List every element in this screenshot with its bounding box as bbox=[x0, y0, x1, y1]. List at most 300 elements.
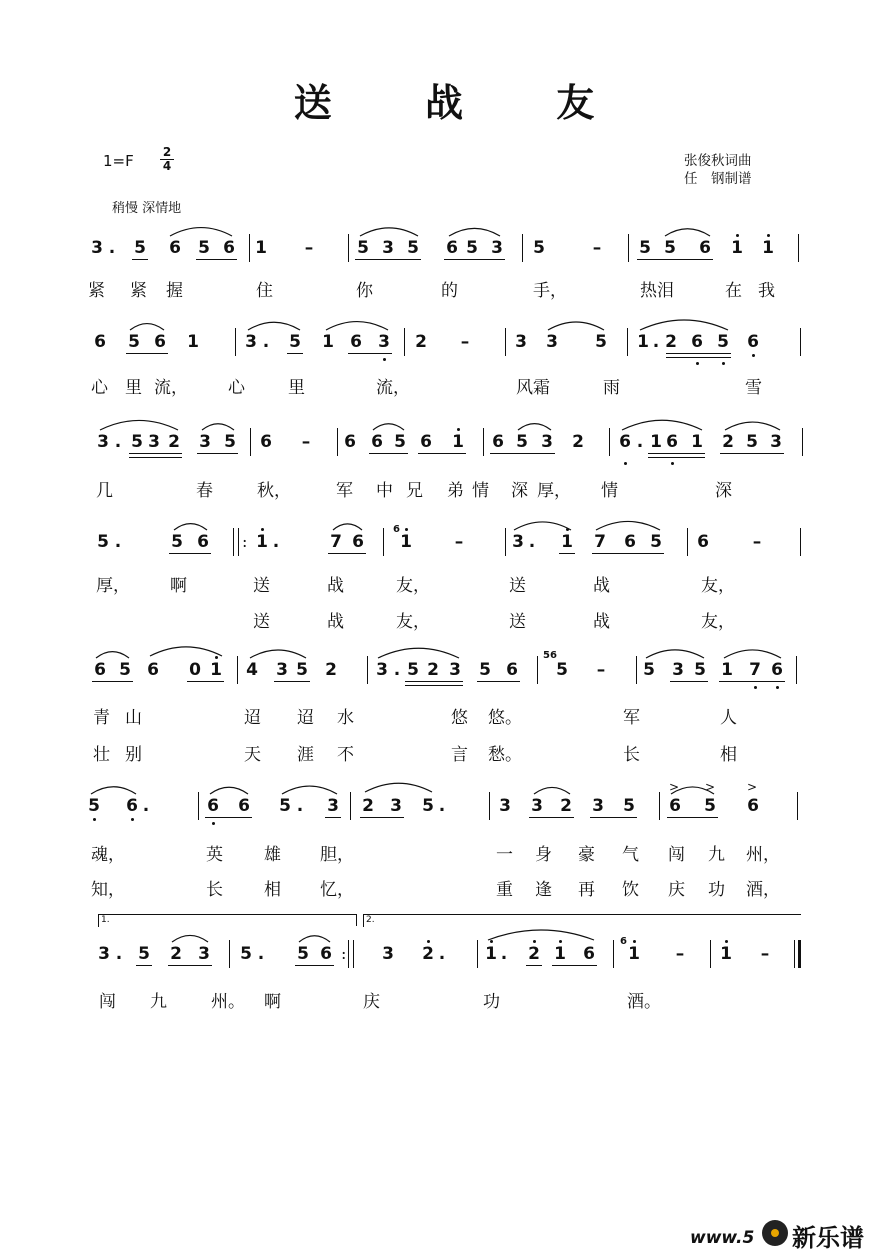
lyric-syllable: 涯 bbox=[297, 745, 314, 765]
note: . bbox=[272, 532, 280, 552]
lyric-syllable: 流， bbox=[154, 378, 188, 398]
note: 5 bbox=[407, 660, 419, 680]
note: 5 bbox=[704, 796, 716, 816]
note: 6 bbox=[583, 944, 595, 964]
lyric-syllable: 热泪 bbox=[640, 281, 674, 301]
barline bbox=[796, 656, 797, 684]
note: 6 bbox=[619, 432, 631, 452]
underline bbox=[169, 553, 211, 554]
lyric-syllable: 九 bbox=[150, 992, 167, 1012]
note: 6 bbox=[344, 432, 356, 452]
lyric-syllable: 情 bbox=[472, 481, 489, 501]
footer-brand: 新乐谱 bbox=[792, 1224, 864, 1252]
barline bbox=[505, 528, 506, 556]
note: 5 bbox=[746, 432, 758, 452]
barline bbox=[353, 940, 354, 968]
note: . bbox=[114, 432, 122, 452]
note: 3 bbox=[672, 660, 684, 680]
lyric-syllable: 战 bbox=[593, 576, 610, 596]
slur bbox=[724, 650, 781, 658]
lyric-syllable: 庆 bbox=[668, 880, 685, 900]
barline bbox=[235, 328, 236, 356]
underline bbox=[670, 681, 708, 682]
lyric-syllable: 悠 bbox=[451, 708, 468, 728]
note: . bbox=[262, 332, 270, 352]
barline bbox=[687, 528, 688, 556]
note: 2 bbox=[422, 944, 434, 964]
note: 1 bbox=[720, 944, 732, 964]
lyric-syllable: 雄 bbox=[264, 845, 281, 865]
slur bbox=[665, 229, 710, 236]
barline bbox=[249, 234, 250, 262]
note: 1 bbox=[628, 944, 640, 964]
slur bbox=[548, 322, 604, 330]
note: 6 bbox=[699, 238, 711, 258]
underline bbox=[477, 681, 520, 682]
note: 3 bbox=[327, 796, 339, 816]
repeat-dots: : bbox=[341, 944, 347, 963]
note: 6 bbox=[420, 432, 432, 452]
lyric-syllable: 重 bbox=[496, 880, 513, 900]
note: – bbox=[304, 238, 314, 258]
note: – bbox=[301, 432, 311, 452]
note: 6 bbox=[94, 660, 106, 680]
barline bbox=[383, 528, 384, 556]
barline bbox=[659, 792, 660, 820]
lyric-syllable: 情 bbox=[601, 481, 618, 501]
credits bbox=[684, 152, 752, 188]
note: 6 bbox=[352, 532, 364, 552]
underline bbox=[369, 453, 408, 454]
note: – bbox=[454, 532, 464, 552]
note: 2 bbox=[325, 660, 337, 680]
lyric-syllable: 庆 bbox=[363, 992, 380, 1012]
volta-first-label: 1. bbox=[101, 915, 110, 925]
underline bbox=[444, 259, 505, 260]
note: 3 bbox=[390, 796, 402, 816]
barline bbox=[628, 234, 629, 262]
note: . bbox=[114, 532, 122, 552]
note: – bbox=[596, 660, 606, 680]
octave-dot-high bbox=[633, 940, 636, 943]
note: 3 bbox=[97, 432, 109, 452]
note: 2 bbox=[528, 944, 540, 964]
slur bbox=[326, 322, 388, 330]
underline bbox=[129, 457, 182, 458]
barline bbox=[636, 656, 637, 684]
note: . bbox=[528, 532, 536, 552]
underline bbox=[590, 817, 637, 818]
lyric-syllable: 功 bbox=[708, 880, 725, 900]
lyric-syllable: 九 bbox=[708, 845, 725, 865]
note: 5 bbox=[643, 660, 655, 680]
slur bbox=[514, 522, 571, 530]
note: . bbox=[296, 796, 304, 816]
underline bbox=[592, 553, 664, 554]
barline bbox=[483, 428, 484, 456]
note: 5 bbox=[694, 660, 706, 680]
lyric-syllable: 言 bbox=[451, 745, 468, 765]
note: 6 bbox=[666, 432, 678, 452]
lyric-syllable: 迢 bbox=[297, 708, 314, 728]
credit-composer: 张俊秋词曲 bbox=[684, 153, 752, 169]
lyric-syllable: 闯 bbox=[99, 992, 116, 1012]
lyric-syllable: 州， bbox=[746, 845, 780, 865]
lyric-syllable: 愁。 bbox=[488, 745, 522, 765]
octave-dot-high bbox=[725, 940, 728, 943]
note: 5 bbox=[224, 432, 236, 452]
lyric-syllable: 友， bbox=[701, 576, 735, 596]
note: 1 bbox=[650, 432, 662, 452]
accent: > bbox=[669, 780, 680, 794]
barline bbox=[537, 656, 538, 684]
lyric-syllable: 酒。 bbox=[627, 992, 661, 1012]
slur bbox=[373, 424, 404, 430]
lyric-syllable: 春 bbox=[196, 481, 213, 501]
barline bbox=[800, 528, 801, 556]
octave-dot-high bbox=[490, 940, 493, 943]
note: 6 bbox=[238, 796, 250, 816]
note: 3 bbox=[512, 532, 524, 552]
underline bbox=[92, 681, 133, 682]
note: 5 bbox=[639, 238, 651, 258]
lyric-syllable: 军 bbox=[336, 481, 353, 501]
note: 4 bbox=[246, 660, 258, 680]
slur bbox=[130, 324, 164, 330]
slur bbox=[640, 320, 728, 330]
octave-dot-high bbox=[767, 234, 770, 237]
note: 3 bbox=[382, 238, 394, 258]
lyric-syllable: 青 bbox=[93, 708, 110, 728]
note: 6 bbox=[169, 238, 181, 258]
note: 6 bbox=[624, 532, 636, 552]
lyric-syllable: 友， bbox=[396, 612, 430, 632]
slur bbox=[596, 521, 660, 530]
lyric-syllable: 弟 bbox=[447, 481, 464, 501]
slur bbox=[91, 787, 136, 794]
lyric-syllable: 战 bbox=[593, 612, 610, 632]
lyric-syllable: 送 bbox=[253, 576, 270, 596]
underline bbox=[348, 353, 392, 354]
note: 6 bbox=[771, 660, 783, 680]
note: 1 bbox=[721, 660, 733, 680]
underline bbox=[720, 453, 784, 454]
octave-dot-low bbox=[93, 818, 96, 821]
slur bbox=[202, 424, 234, 430]
note: 6 bbox=[506, 660, 518, 680]
note: 6 bbox=[697, 532, 709, 552]
note: 5 bbox=[516, 432, 528, 452]
note: – bbox=[592, 238, 602, 258]
barline bbox=[229, 940, 230, 968]
slur bbox=[365, 783, 432, 792]
barline bbox=[350, 792, 351, 820]
barline bbox=[238, 528, 239, 556]
note: 5 bbox=[664, 238, 676, 258]
note: 3 bbox=[541, 432, 553, 452]
underline bbox=[168, 965, 212, 966]
note: 3 bbox=[199, 432, 211, 452]
note: 3 bbox=[531, 796, 543, 816]
barline bbox=[198, 792, 199, 820]
barline bbox=[404, 328, 405, 356]
note: 6 bbox=[260, 432, 272, 452]
lyric-syllable: 厚， bbox=[537, 481, 571, 501]
note: 5 bbox=[422, 796, 434, 816]
note: 5 bbox=[533, 238, 545, 258]
underline bbox=[667, 817, 718, 818]
lyric-syllable: 风霜 bbox=[516, 378, 550, 398]
underline bbox=[287, 353, 303, 354]
lyric-syllable: 知， bbox=[91, 880, 125, 900]
lyric-syllable: 身 bbox=[535, 845, 552, 865]
underline bbox=[197, 453, 238, 454]
note: 6 bbox=[223, 238, 235, 258]
lyric-syllable: 兄 bbox=[406, 481, 423, 501]
grace-note: 6 bbox=[620, 936, 627, 947]
note: 3 bbox=[449, 660, 461, 680]
barline bbox=[627, 328, 628, 356]
barline bbox=[802, 428, 803, 456]
slur bbox=[488, 930, 594, 940]
barline-final bbox=[798, 940, 801, 968]
note: 3 bbox=[276, 660, 288, 680]
lyric-syllable: 相 bbox=[264, 880, 281, 900]
slur bbox=[174, 524, 207, 530]
note: 5 bbox=[595, 332, 607, 352]
lyric-syllable: 中 bbox=[376, 481, 393, 501]
octave-dot-high bbox=[215, 656, 218, 659]
slur bbox=[170, 228, 232, 236]
note: . bbox=[108, 238, 116, 258]
octave-dot-low bbox=[696, 362, 699, 365]
barline bbox=[710, 940, 711, 968]
underline bbox=[559, 553, 575, 554]
lyric-syllable: 啊 bbox=[170, 576, 187, 596]
octave-dot-low bbox=[624, 462, 627, 465]
note: 2 bbox=[560, 796, 572, 816]
underline bbox=[132, 259, 148, 260]
note: 5 bbox=[394, 432, 406, 452]
note: 3 bbox=[546, 332, 558, 352]
lyric-syllable: 再 bbox=[578, 880, 595, 900]
note: 6 bbox=[147, 660, 159, 680]
octave-dot-high bbox=[261, 528, 264, 531]
volta-first bbox=[98, 914, 357, 927]
slur bbox=[449, 228, 500, 236]
meter-bottom: 4 bbox=[160, 159, 174, 173]
slur bbox=[96, 652, 129, 658]
octave-dot-low bbox=[212, 822, 215, 825]
underline bbox=[274, 681, 310, 682]
note: 3 bbox=[515, 332, 527, 352]
barline bbox=[798, 234, 799, 262]
lyric-syllable: 闯 bbox=[668, 845, 685, 865]
underline bbox=[648, 453, 705, 454]
lyric-syllable: 英 bbox=[206, 845, 223, 865]
note: – bbox=[752, 532, 762, 552]
note: 0 bbox=[189, 660, 201, 680]
barline bbox=[613, 940, 614, 968]
slur bbox=[378, 648, 459, 658]
octave-dot-high bbox=[405, 528, 408, 531]
note: . bbox=[636, 432, 644, 452]
note: 6 bbox=[747, 796, 759, 816]
note: 2 bbox=[722, 432, 734, 452]
lyric-syllable: 送 bbox=[509, 612, 526, 632]
note: 2 bbox=[427, 660, 439, 680]
note: 7 bbox=[594, 532, 606, 552]
lyric-syllable: 在 bbox=[725, 281, 742, 301]
slur bbox=[360, 228, 418, 236]
note: . bbox=[500, 944, 508, 964]
lyric-syllable: 送 bbox=[509, 576, 526, 596]
barline bbox=[505, 328, 506, 356]
underline bbox=[666, 353, 731, 354]
lyric-syllable: 壮 bbox=[93, 745, 110, 765]
note: 6 bbox=[197, 532, 209, 552]
underline bbox=[637, 259, 713, 260]
octave-dot-low bbox=[722, 362, 725, 365]
note: . bbox=[438, 796, 446, 816]
note: 1 bbox=[561, 532, 573, 552]
lyric-syllable: 豪 bbox=[578, 845, 595, 865]
octave-dot-low bbox=[671, 462, 674, 465]
note: 1 bbox=[554, 944, 566, 964]
lyric-syllable: 别 bbox=[125, 745, 142, 765]
note: 3 bbox=[491, 238, 503, 258]
note: 3 bbox=[770, 432, 782, 452]
lyric-syllable: 战 bbox=[327, 576, 344, 596]
octave-dot-low bbox=[752, 354, 755, 357]
grace-note: 6 bbox=[393, 524, 400, 535]
note: 6 bbox=[747, 332, 759, 352]
repeat-dots: : bbox=[242, 532, 248, 551]
lyric-syllable: 魂， bbox=[91, 845, 125, 865]
underline bbox=[187, 681, 224, 682]
note: 5 bbox=[466, 238, 478, 258]
lyric-syllable: 秋， bbox=[257, 481, 291, 501]
lyric-syllable: 友， bbox=[701, 612, 735, 632]
underline bbox=[328, 553, 366, 554]
note: 1 bbox=[452, 432, 464, 452]
note: . bbox=[393, 660, 401, 680]
lyric-syllable: 饮 bbox=[622, 880, 639, 900]
lyric-syllable: 州。 bbox=[211, 992, 245, 1012]
note: 2 bbox=[168, 432, 180, 452]
lyric-syllable: 迢 bbox=[244, 708, 261, 728]
note: 5 bbox=[289, 332, 301, 352]
note: 5 bbox=[138, 944, 150, 964]
underline bbox=[136, 965, 152, 966]
octave-dot-low bbox=[754, 686, 757, 689]
time-signature bbox=[160, 146, 174, 173]
lyric-syllable: 悠。 bbox=[488, 708, 522, 728]
note: 5 bbox=[479, 660, 491, 680]
underline bbox=[355, 259, 421, 260]
barline bbox=[797, 792, 798, 820]
slur bbox=[250, 650, 306, 658]
note: 5 bbox=[240, 944, 252, 964]
barline bbox=[609, 428, 610, 456]
barline bbox=[794, 940, 795, 968]
note: 7 bbox=[749, 660, 761, 680]
lyric-syllable: 厚， bbox=[96, 576, 130, 596]
note: – bbox=[760, 944, 770, 964]
barline bbox=[348, 234, 349, 262]
lyric-syllable: 一 bbox=[496, 845, 513, 865]
note: – bbox=[460, 332, 470, 352]
underline bbox=[529, 817, 574, 818]
lyric-syllable: 战 bbox=[327, 612, 344, 632]
lyric-syllable: 相 bbox=[720, 745, 737, 765]
note: 1 bbox=[731, 238, 743, 258]
lyric-syllable: 军 bbox=[623, 708, 640, 728]
page-title: 送 战 友 bbox=[293, 80, 635, 125]
underline bbox=[490, 453, 555, 454]
note: – bbox=[675, 944, 685, 964]
lyric-syllable: 忆， bbox=[320, 880, 354, 900]
lyric-syllable: 紧 bbox=[130, 281, 147, 301]
note: 5 bbox=[131, 432, 143, 452]
note: 1 bbox=[485, 944, 497, 964]
lyric-syllable: 深 bbox=[715, 481, 732, 501]
underline bbox=[552, 965, 597, 966]
barline bbox=[800, 328, 801, 356]
note: 6 bbox=[94, 332, 106, 352]
note: 3 bbox=[98, 944, 110, 964]
note: 1 bbox=[255, 238, 267, 258]
octave-dot-high bbox=[427, 940, 430, 943]
note: 2 bbox=[415, 332, 427, 352]
note: 2 bbox=[362, 796, 374, 816]
note: 5 bbox=[357, 238, 369, 258]
barline bbox=[233, 528, 234, 556]
slur bbox=[299, 936, 330, 942]
lyric-syllable: 逢 bbox=[535, 880, 552, 900]
note: 1 bbox=[187, 332, 199, 352]
lyric-syllable: 不 bbox=[337, 745, 354, 765]
note: 2 bbox=[170, 944, 182, 964]
credit-arranger: 任 钢制谱 bbox=[684, 171, 752, 187]
note: . bbox=[652, 332, 660, 352]
lyric-syllable: 山 bbox=[125, 708, 142, 728]
underline bbox=[418, 453, 466, 454]
note: 5 bbox=[171, 532, 183, 552]
note: 6 bbox=[126, 796, 138, 816]
accent: > bbox=[747, 780, 758, 794]
note: 1 bbox=[210, 660, 222, 680]
underline bbox=[719, 681, 785, 682]
lyric-syllable: 深 bbox=[511, 481, 528, 501]
slur bbox=[622, 420, 702, 430]
note: 5 bbox=[623, 796, 635, 816]
lyric-syllable: 你 bbox=[356, 281, 373, 301]
note: 2 bbox=[665, 332, 677, 352]
slur bbox=[646, 650, 704, 658]
record-icon bbox=[762, 1220, 788, 1246]
note: 5 bbox=[279, 796, 291, 816]
lyric-syllable: 流， bbox=[376, 378, 410, 398]
underline bbox=[648, 457, 705, 458]
octave-dot-low bbox=[776, 686, 779, 689]
volta-second bbox=[363, 914, 801, 927]
lyric-syllable: 天 bbox=[244, 745, 261, 765]
note: 6 bbox=[207, 796, 219, 816]
accent: > bbox=[705, 780, 716, 794]
meter-top: 2 bbox=[162, 145, 172, 159]
barline bbox=[489, 792, 490, 820]
